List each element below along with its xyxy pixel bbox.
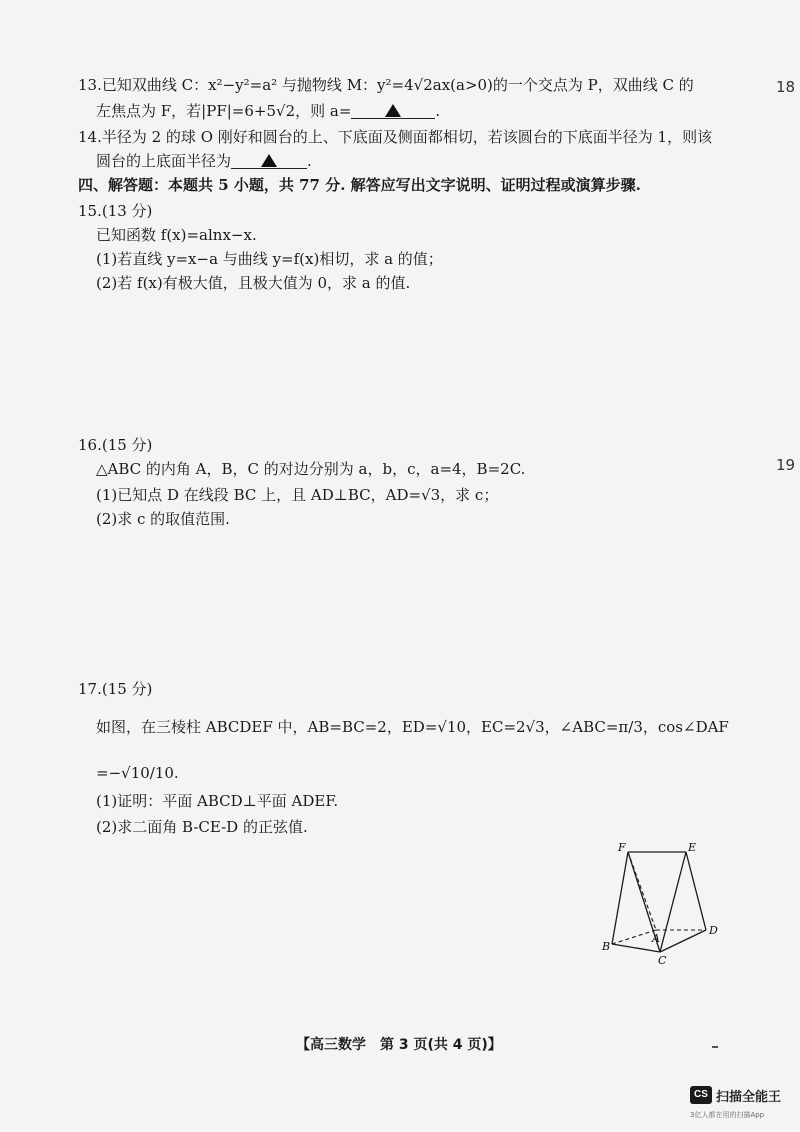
section4-heading: 四、解答题：本题共 5 小题，共 77 分. 解答应写出文字说明、证明过程或演算步骤. [78,176,641,194]
watermark-subtitle: 3亿人都在用的扫描App [690,1111,765,1119]
q14-line1: 14.半径为 2 的球 O 刚好和圆台的上、下底面及侧面都相切，若该圆台的下底面半径为 1，则该 [78,128,713,146]
q16-header: 16.(15 分) [78,436,153,454]
edge-EC [660,852,686,952]
q15-header: 15.(13 分) [78,202,153,220]
triangle-icon [385,104,401,117]
label-D: D [709,924,718,937]
camscanner-logo-icon: CS [690,1086,712,1104]
edge-BC [612,944,660,952]
footer-mark [712,1046,718,1048]
q17-header: 17.(15 分) [78,680,153,698]
edge-ED [686,852,706,930]
label-A: A [652,932,660,945]
q15-part2: (2)若 f(x)有极大值，且极大值为 0，求 a 的值. [96,274,411,292]
q17-stem-line1: 如图，在三棱柱 ABCDEF 中，AB=BC=2，ED=√10，EC=2√3，∠ABC=π/3，cos∠DAF [96,718,729,736]
margin-number-19: 19 [776,456,796,474]
edge-FB [612,852,628,944]
q17-prism-figure [592,840,732,970]
q17-stem-line2: =−√10/10. [96,764,179,782]
label-B: B [602,940,611,953]
q15-stem: 已知函数 f(x)=alnx−x. [96,226,257,244]
q13-line1: 13.已知双曲线 C：x²−y²=a² 与抛物线 M：y²=4√2ax(a>0)的一个交点为 P，双曲线 C 的 [78,76,694,94]
q14-line2 [96,150,312,172]
margin-number-18: 18 [776,78,796,96]
label-E: E [688,841,697,854]
edge-CD [660,930,706,952]
q13-line2-prefix: 左焦点为 F，若|PF|=6+5√2，则 a= [96,102,352,120]
q13-line2 [96,100,440,122]
page-footer: 【高三数学 第 3 页(共 4 页)】 [296,1037,502,1053]
q14-line2-suffix: . [307,152,312,170]
watermark-name: 扫描全能王 [716,1090,782,1105]
q16-stem: △ABC 的内角 A，B，C 的对边分别为 a，b，c，a=4，B=2C. [96,460,526,478]
q17-part2: (2)求二面角 B-CE-D 的正弦值. [96,818,308,836]
q13-answer-blank[interactable] [351,100,435,119]
triangle-icon [261,154,277,167]
label-F: F [618,841,626,854]
label-C: C [658,954,667,967]
q16-part2: (2)求 c 的取值范围. [96,510,230,528]
q14-line2-prefix: 圆台的上底面半径为 [96,152,232,170]
q17-part1: (1)证明：平面 ABCD⊥平面 ADEF. [96,792,339,810]
q13-line2-suffix: . [435,102,441,120]
edge-BA-hidden [612,930,656,944]
q15-part1: (1)若直线 y=x−a 与曲线 y=f(x)相切，求 a 的值； [96,250,443,268]
q14-answer-blank[interactable] [231,150,307,169]
q16-part1: (1)已知点 D 在线段 BC 上，且 AD⊥BC，AD=√3，求 c； [96,486,499,504]
